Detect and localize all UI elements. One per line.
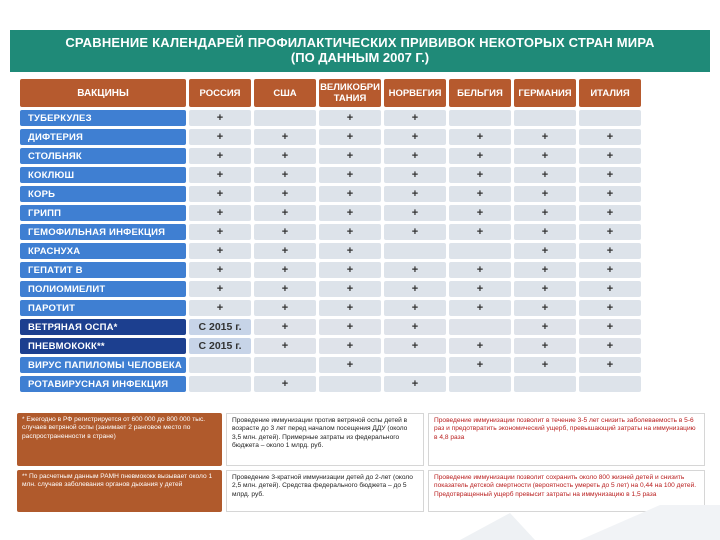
cell-italy: + [579,186,641,202]
cell-great-britain: + [319,243,381,259]
table-row [20,300,641,316]
cell-russia: + [189,224,251,240]
vaccine-name: ВИРУС ПАПИЛОМЫ ЧЕЛОВЕКА [20,357,186,373]
cell-norway [384,243,446,259]
cell-germany: + [514,300,576,316]
table-row [20,129,641,145]
cell-great-britain: + [319,148,381,164]
cell-russia [189,357,251,373]
cell-italy: + [579,262,641,278]
note-pneumo-effect: Проведение иммунизации позволит сохранить около 800 жизней детей и снизить показатель детской смертности (вероятность умереть до 5 лет) на 0,44 на 100 детей. Предотвращенный ущерб превысит затраты на иммунизацию в 1,5 раза [428,470,705,512]
cell-belgium: + [449,205,511,221]
cell-great-britain: + [319,357,381,373]
cell-norway: + [384,186,446,202]
table-row [20,243,641,259]
vaccine-name: РОТАВИРУСНАЯ ИНФЕКЦИЯ [20,376,186,392]
cell-italy: + [579,243,641,259]
vaccine-name: ПОЛИОМИЕЛИТ [20,281,186,297]
cell-usa: + [254,148,316,164]
decor-triangle-2 [580,505,720,540]
note-varicella-plan: Проведение иммунизации против ветряной оспы детей в возрасте до 3 лет перед началом посещения ДДУ (около 3,5 млн. детей). Примерные затраты из федерального бюджета – около 1 млрд. руб. [226,413,424,466]
header-usa: США [254,79,316,107]
cell-norway: + [384,148,446,164]
cell-russia: + [189,281,251,297]
cell-russia: + [189,243,251,259]
cell-usa: + [254,319,316,335]
note-pneumo-stat: ** По расчетным данным РАМН пневмококк вызывает около 1 млн. случаев заболевания органов дыхания у детей [17,470,222,512]
cell-belgium [449,243,511,259]
cell-belgium: + [449,167,511,183]
header-russia: РОССИЯ [189,79,251,107]
vaccine-name: КРАСНУХА [20,243,186,259]
cell-russia: + [189,129,251,145]
vaccine-name: ГРИПП [20,205,186,221]
cell-norway [384,357,446,373]
header-gb-line1: ВЕЛИКОБРИ [320,82,380,93]
cell-belgium: + [449,338,511,354]
cell-russia: + [189,205,251,221]
cell-italy: + [579,319,641,335]
cell-italy: + [579,205,641,221]
table-row [20,319,641,335]
cell-usa [254,357,316,373]
cell-great-britain [319,376,381,392]
cell-italy: + [579,338,641,354]
cell-usa: + [254,338,316,354]
cell-germany: + [514,281,576,297]
cell-great-britain: + [319,224,381,240]
cell-great-britain: + [319,262,381,278]
header-vaccines: ВАКЦИНЫ [20,79,186,107]
cell-usa: + [254,243,316,259]
cell-germany: + [514,129,576,145]
note-pneumo-plan: Проведение 3-кратной иммунизации детей до 2-лет (около 2,5 млн. детей). Средства федерального бюджета – до 5 млрд. руб. [226,470,424,512]
cell-germany [514,110,576,126]
cell-belgium: + [449,224,511,240]
cell-italy: + [579,281,641,297]
cell-germany: + [514,148,576,164]
cell-russia: + [189,110,251,126]
cell-norway: + [384,262,446,278]
vaccine-name: КОРЬ [20,186,186,202]
cell-italy [579,376,641,392]
decorative-shape [440,505,720,540]
cell-germany: + [514,357,576,373]
cell-russia: С 2015 г. [189,338,251,354]
cell-russia: С 2015 г. [189,319,251,335]
cell-germany: + [514,224,576,240]
cell-belgium: + [449,300,511,316]
cell-usa: + [254,376,316,392]
cell-great-britain: + [319,205,381,221]
table-row [20,186,641,202]
cell-norway: + [384,376,446,392]
table-row [20,148,641,164]
cell-germany: + [514,205,576,221]
cell-belgium [449,110,511,126]
cell-belgium: + [449,357,511,373]
header-gb-line2: ТАНИЯ [333,93,367,104]
vaccine-name: ГЕМОФИЛЬНАЯ ИНФЕКЦИЯ [20,224,186,240]
table-row [20,167,641,183]
cell-usa: + [254,224,316,240]
cell-great-britain: + [319,300,381,316]
header-italy: ИТАЛИЯ [579,79,641,107]
cell-italy: + [579,167,641,183]
cell-germany: + [514,243,576,259]
vaccine-name: ГЕПАТИТ В [20,262,186,278]
cell-usa: + [254,262,316,278]
cell-norway: + [384,129,446,145]
cell-usa [254,110,316,126]
table-row [20,110,641,126]
cell-norway: + [384,205,446,221]
cell-great-britain: + [319,319,381,335]
table-row [20,224,641,240]
cell-usa: + [254,129,316,145]
cell-russia: + [189,148,251,164]
cell-belgium: + [449,281,511,297]
cell-russia [189,376,251,392]
vaccine-name: ВЕТРЯНАЯ ОСПА* [20,319,186,335]
table-row [20,376,641,392]
cell-great-britain: + [319,110,381,126]
cell-italy: + [579,129,641,145]
table-row [20,262,641,278]
cell-great-britain: + [319,186,381,202]
cell-norway: + [384,338,446,354]
vaccine-name: ДИФТЕРИЯ [20,129,186,145]
vaccine-name: ТУБЕРКУЛЕЗ [20,110,186,126]
title-line-1: СРАВНЕНИЕ КАЛЕНДАРЕЙ ПРОФИЛАКТИЧЕСКИХ ПРИВИВОК НЕКОТОРЫХ СТРАН МИРА [65,35,655,50]
cell-usa: + [254,300,316,316]
cell-norway: + [384,167,446,183]
cell-italy: + [579,148,641,164]
cell-belgium: + [449,148,511,164]
cell-belgium [449,376,511,392]
cell-norway: + [384,224,446,240]
table-header-row [20,79,641,107]
cell-belgium: + [449,129,511,145]
vaccine-name: КОКЛЮШ [20,167,186,183]
cell-russia: + [189,186,251,202]
cell-usa: + [254,205,316,221]
cell-belgium: + [449,262,511,278]
cell-germany: + [514,262,576,278]
cell-norway: + [384,110,446,126]
cell-norway: + [384,319,446,335]
cell-italy [579,110,641,126]
cell-belgium: + [449,186,511,202]
note-varicella-effect: Проведение иммунизации позволит в течение 3-5 лет снизить заболеваемость в 5-6 раз и предотвратить экономический ущерб, превышающий затраты на иммунизацию в 4,8 раза [428,413,705,466]
cell-usa: + [254,186,316,202]
cell-italy: + [579,224,641,240]
table-row [20,281,641,297]
table-row [20,357,641,373]
cell-italy: + [579,357,641,373]
table-row [20,338,641,354]
cell-great-britain: + [319,281,381,297]
cell-germany: + [514,319,576,335]
cell-norway: + [384,300,446,316]
title-line-2: (ПО ДАННЫМ 2007 Г.) [290,50,430,65]
header-germany: ГЕРМАНИЯ [514,79,576,107]
note-varicella-stat: * Ежегодно в РФ регистрируется от 600 000 до 800 000 тыс. случаев ветряной оспы (занимает 2 ранговое место по распространенности в стране) [17,413,222,466]
vaccine-name: СТОЛБНЯК [20,148,186,164]
cell-russia: + [189,262,251,278]
cell-great-britain: + [319,338,381,354]
cell-germany: + [514,167,576,183]
decor-triangle-1 [460,513,535,540]
table-body [20,110,641,392]
cell-italy: + [579,300,641,316]
cell-great-britain: + [319,167,381,183]
vaccine-name: ПНЕВМОКОКК** [20,338,186,354]
cell-germany: + [514,186,576,202]
title-bar [10,30,710,72]
cell-great-britain: + [319,129,381,145]
cell-usa: + [254,167,316,183]
table-row [20,205,641,221]
vaccine-comparison-table [17,76,644,395]
cell-russia: + [189,300,251,316]
cell-germany: + [514,338,576,354]
cell-usa: + [254,281,316,297]
cell-germany [514,376,576,392]
cell-belgium [449,319,511,335]
header-belgium: БЕЛЬГИЯ [449,79,511,107]
vaccine-name: ПАРОТИТ [20,300,186,316]
header-norway: НОРВЕГИЯ [384,79,446,107]
cell-norway: + [384,281,446,297]
cell-russia: + [189,167,251,183]
header-great-britain [319,79,381,107]
